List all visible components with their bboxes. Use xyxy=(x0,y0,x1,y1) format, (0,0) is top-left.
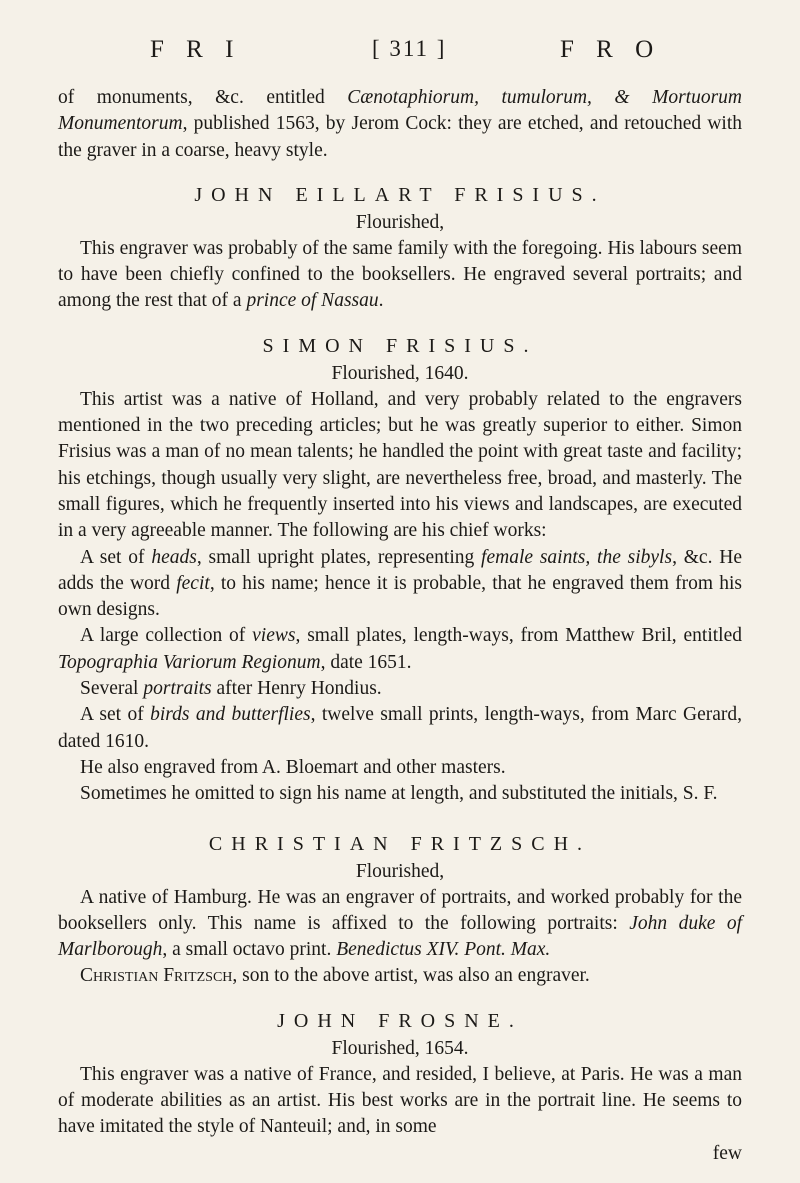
paragraph xyxy=(58,236,742,315)
text-run: after Henry Hondius. xyxy=(211,678,382,700)
text-run: Several xyxy=(80,678,144,700)
text-run: , son to the above artist, was also an engraver. xyxy=(232,965,590,987)
paragraph xyxy=(58,676,742,702)
running-head-left: F R I xyxy=(150,36,242,63)
text-run: , published 1563, by Jerom Cock: they are etched, and retouched with the graver in a coarse, heavy style. xyxy=(58,113,742,161)
italic-run: prince of Nassau xyxy=(246,290,379,312)
paragraph xyxy=(58,963,742,989)
italic-run: female saints, the sibyls xyxy=(481,546,673,568)
italic-run: Benedictus XIV. Pont. Max. xyxy=(336,939,551,961)
paragraph: Sometimes he omitted to sign his name at length, and substituted the initials, S. F. xyxy=(80,783,718,805)
running-head-right: F R O xyxy=(560,36,662,63)
entry-heading-simon: SIMON FRISIUS. xyxy=(262,334,538,357)
paragraph xyxy=(58,702,742,755)
paragraph: He also engraved from A. Bloemart and other masters. xyxy=(80,756,506,778)
italic-run: John duke of Marlborough xyxy=(58,912,742,961)
paragraph: This engraver was a native of France, and resided, I believe, at Paris. He was a man of moderate abilities as an artist. His best works are in the portrait line. He seems to have imitated the style of Nanteuil; and, in some xyxy=(58,1063,742,1138)
flourished-label: Flourished, 1640. xyxy=(331,362,469,384)
italic-run: portraits xyxy=(143,678,212,700)
text-run: A native of Hamburg. He was an engraver of portraits, and worked probably for the booksellers only. This name is affixed to the following portraits: xyxy=(58,886,742,934)
text-run: This engraver was probably of the same family with the foregoing. His labours seem to have been chiefly confined to the booksellers. He engraved several portraits; and among the rest that of a xyxy=(58,237,742,312)
intro-paragraph xyxy=(58,85,742,164)
flourished-label: Flourished, xyxy=(355,211,445,233)
text-run: , &c. He adds the word xyxy=(58,546,742,594)
entry-heading-frosne: JOHN FROSNE. xyxy=(277,1009,523,1032)
text-run: A set of xyxy=(80,546,152,568)
small-caps-run: Christian Fritzsch xyxy=(80,965,233,987)
text-run: , small upright plates, representing xyxy=(196,546,482,568)
entry-heading-fritzsch: CHRISTIAN FRITZSCH. xyxy=(208,832,592,855)
text-run: , small plates, length-ways, from Matthew Bril, entitled xyxy=(295,625,742,647)
paragraph xyxy=(58,623,742,676)
flourished-label: Flourished, xyxy=(355,860,445,882)
paragraph: This artist was a native of Holland, and very probably related to the engravers mentioned in the two preceding articles; but he was greatly superior to either. Simon Frisius was a man of no mean talents; he handled the point with great taste and facility; his etchings, though usually very slight, are nevertheless free, broad, and masterly. The small figures, which he frequently inserted into his views and landscapes, are executed in a very agreeable manner. The following are his chief works: xyxy=(58,388,742,542)
running-head xyxy=(0,36,800,72)
italic-run: fecit xyxy=(176,572,210,594)
text-run: of monuments, &c. entitled xyxy=(58,87,348,108)
text-run: A set of xyxy=(80,704,151,726)
text-run: , date 1651. xyxy=(320,651,412,673)
flourished-label: Flourished, 1654. xyxy=(331,1037,469,1059)
italic-title: Cænotaphiorum, tumulorum, & Mortuorum Monumentorum xyxy=(58,87,742,135)
body-text xyxy=(58,85,742,1167)
italic-run: Topographia Variorum Regionum xyxy=(58,651,321,673)
catchword: few xyxy=(712,1142,742,1164)
text-run: , a small octavo print. xyxy=(162,939,337,961)
italic-run: views xyxy=(252,625,296,647)
page-number: [ 311 ] xyxy=(372,36,447,61)
text-run: . xyxy=(378,290,384,312)
text-run: A large collection of xyxy=(80,625,253,647)
entry-heading-eillart: JOHN EILLART FRISIUS. xyxy=(194,183,606,206)
text-run: , to his name; hence it is probable, that he engraved them from his own designs. xyxy=(58,572,742,621)
italic-run: heads xyxy=(151,546,197,568)
italic-run: birds and butterflies xyxy=(150,704,311,726)
paragraph xyxy=(58,885,742,964)
text-run: , twelve small prints, length-ways, from Marc Gerard, dated 1610. xyxy=(58,704,743,752)
paragraph xyxy=(58,545,742,624)
